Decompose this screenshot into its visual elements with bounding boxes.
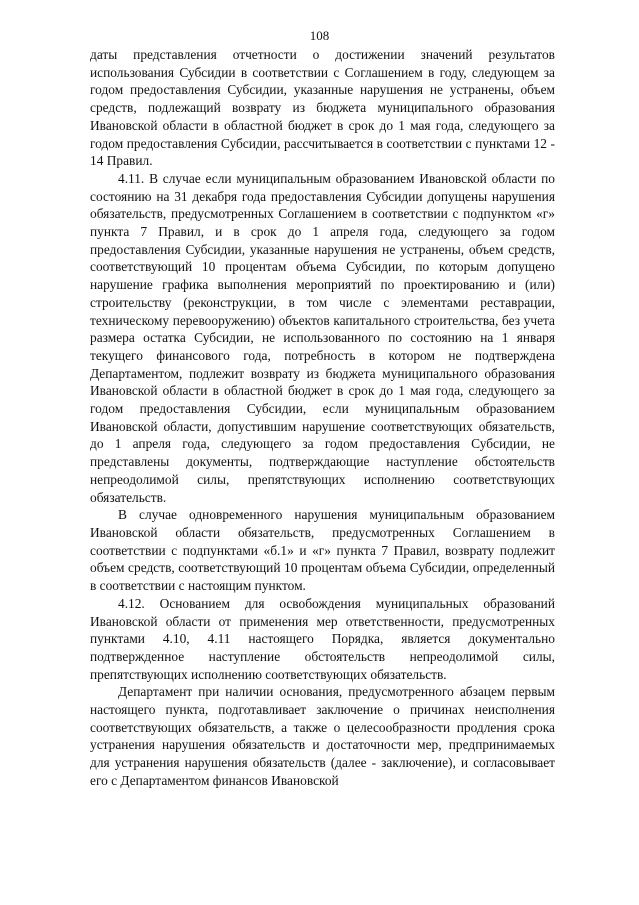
paragraph-4-11: 4.11. В случае если муниципальным образованием Ивановской области по состоянию на 31 декабря года предоставления Субсидии допущены нарушения обязательств, предусмотренных Соглашением в соответствии с подпунктом «г» пункта 7 Правил, и в срок до 1 апреля года, следующего за годом предоставления Субсидии, указанные нарушения не устранены, объем средств, соответствующий 10 процентам объема Субсидии, по которым допущено нарушение графика выполнения мероприятий по проектированию и (или) строительству (реконструкции, в том числе с элементами реставрации, техническому перевооружению) объектов капитального строительства, без учета размера остатка Субсидии, не использованного по состоянию на 1 января текущего финансового года, потребность в котором не подтверждена Департаментом, подлежит возврату из бюджета муниципального образования Ивановской области в областной бюджет в срок до 1 мая года, следующего за годом предоставления Субсидии, если муниципальным образованием Ивановской области, допустившим нарушение соответствующих обязательств, до 1 апреля года, следующего за годом предоставления Субсидии, не представлены документы, подтверждающие наступление обстоятельств непреодолимой силы, препятствующих исполнению соответствующих обязательств.: [90, 170, 555, 505]
document-body: [90, 46, 555, 790]
paragraph-continuation: даты представления отчетности о достижении значений результатов использования Субсидии в соответствии с Соглашением в году, следующем за годом предоставления Субсидии, указанные нарушения не устранены, объем средств, подлежащий возврату из бюджета муниципального образования Ивановской области в областной бюджет в срок до 1 мая года, следующего за годом предоставления Субсидии, рассчитывается в соответствии с пунктами 12 - 14 Правил.: [90, 47, 555, 169]
paragraph-department-conclusion: Департамент при наличии основания, предусмотренного абзацем первым настоящего пункта, подготавливает заключение о причинах неисполнения соответствующих обязательств, а также о целесообразности продления срока устранения нарушения обязательств и достаточности мер, предпринимаемых для устранения нарушения обязательств (далее - заключение), и согласовывает его с Департаментом финансов Ивановской: [90, 684, 555, 788]
page-number: 108: [309, 28, 330, 43]
paragraph-simultaneous-violation: В случае одновременного нарушения муниципальным образованием Ивановской области обязательств, предусмотренных Соглашением в соответствии с подпунктами «б.1» и «г» пункта 7 Правил, возврату подлежит объем средств, соответствующий 10 процентам объема Субсидии, определенный в соответствии с настоящим пунктом.: [90, 507, 555, 594]
paragraph-4-12: 4.12. Основанием для освобождения муниципальных образований Ивановской области от применения мер ответственности, предусмотренных пунктами 4.10, 4.11 настоящего Порядка, является документально подтвержденное наступление обстоятельств непреодолимой силы, препятствующих исполнению соответствующих обязательств.: [90, 595, 555, 682]
